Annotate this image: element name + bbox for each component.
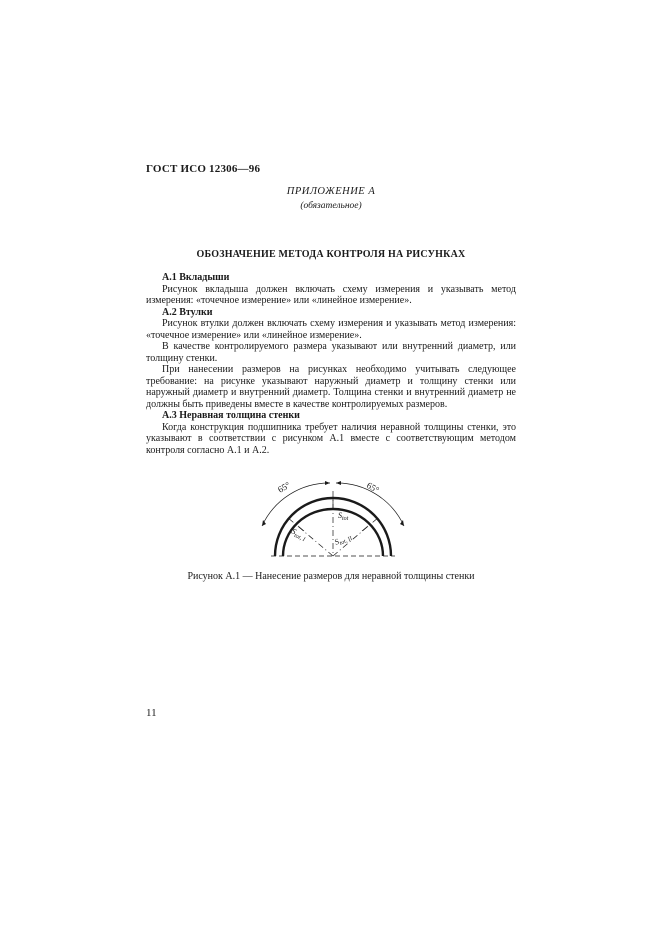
document-body xyxy=(146,272,516,456)
paragraph-a3-1: Когда конструкция подшипника требует наличия неравной толщины стенки, это указывают в соответствии с рисунком А.1 вместе с соответствующим методом контроля согласно А.1 и А.2. xyxy=(146,421,516,456)
paragraph-a2-1: Рисунок втулки должен включать схему измерения и указывать метод измерения: «точечное измерение» или «линейное измерение». xyxy=(146,318,516,341)
section-title: ОБОЗНАЧЕНИЕ МЕТОДА КОНТРОЛЯ НА РИСУНКАХ xyxy=(196,249,466,260)
thickness-mark-left xyxy=(298,526,304,531)
bearing-diagram xyxy=(258,473,408,565)
paragraph-a2-2: В качестве контролируемого размера указывают или внутренний диаметр, или толщину стенки. xyxy=(146,341,516,364)
label-s-tot-i xyxy=(289,527,308,544)
label-s-tot-sub: tot xyxy=(342,516,349,522)
paragraph-a2-3: При нанесении размеров на рисунках необходимо учитывать следующее требование: на рисунке указывают наружный диаметр и толщину стенки или наружный диаметр и внутренний диаметр. Толщина стенки и внутренний диаметр не должны быть приведены вместе в качестве контролируемых размеров. xyxy=(146,364,516,410)
heading-a2: А.2 Втулки xyxy=(162,306,213,318)
angle-label-left: 65° xyxy=(276,479,292,495)
label-s-tot-ii-main: S xyxy=(333,536,341,547)
label-s-tot-i-main: S xyxy=(290,526,298,537)
label-s-tot xyxy=(338,511,349,522)
appendix-subtitle: (обязательное) xyxy=(300,201,362,211)
arrow-left-start xyxy=(262,520,266,526)
heading-a3: А.3 Неравная толщина стенки xyxy=(162,410,300,421)
thickness-mark-right xyxy=(362,526,368,531)
label-s-tot-i-sub: tot, I xyxy=(292,532,306,544)
label-s-tot-main: S xyxy=(338,511,342,520)
figure-a1 xyxy=(258,473,408,570)
arrow-right-start xyxy=(336,481,341,485)
page-number: 11 xyxy=(146,707,157,719)
standard-header: ГОСТ ИСО 12306—96 xyxy=(146,163,261,175)
arrow-left-end xyxy=(325,481,330,485)
radial-line-right xyxy=(333,517,379,556)
arrow-right-end xyxy=(400,520,404,526)
appendix-title: ПРИЛОЖЕНИЕ А xyxy=(286,186,376,197)
heading-a1: А.1 Вкладыши xyxy=(162,272,230,283)
figure-caption: Рисунок А.1 — Нанесение размеров для неравной толщины стенки xyxy=(187,571,475,582)
angle-label-right: 65° xyxy=(365,480,381,496)
angle-arc-left xyxy=(262,483,330,526)
label-s-tot-ii xyxy=(333,531,354,549)
paragraph-a1-1: Рисунок вкладыша должен включать схему измерения и указывать метод измерения: «точечное измерение» или «линейное измерение». xyxy=(146,283,516,306)
label-s-tot-ii-sub: tot, II xyxy=(338,535,354,547)
